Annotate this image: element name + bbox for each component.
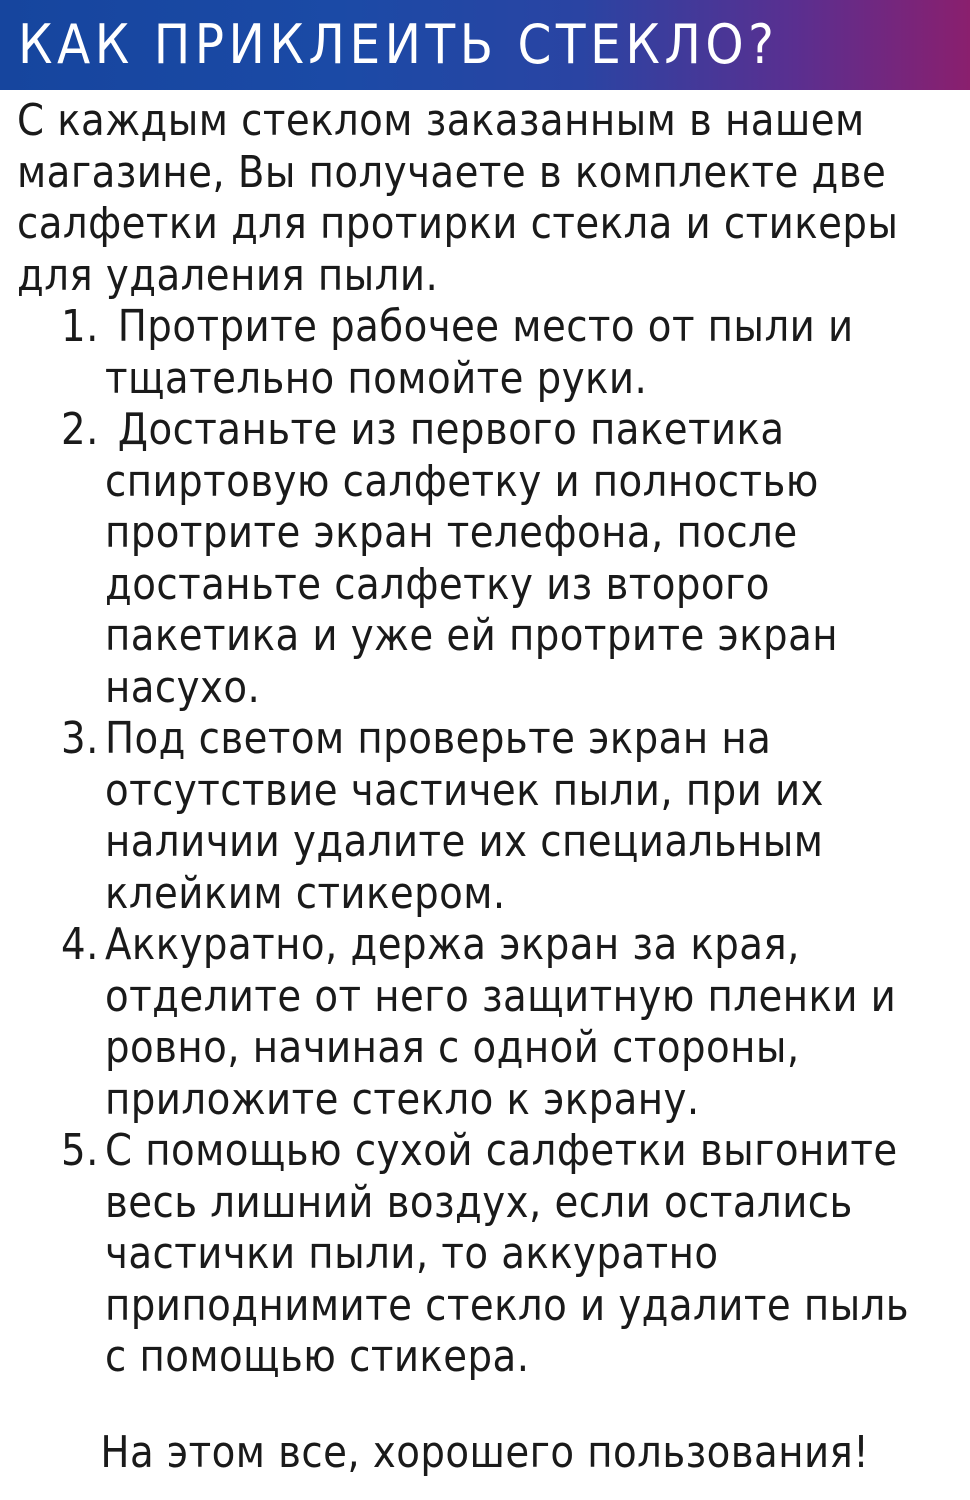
- step-line: Достаньте из первого пакетика: [105, 404, 785, 455]
- instructions-body: [17, 95, 941, 1383]
- step-2: [17, 404, 941, 713]
- step-number: 5.: [61, 1125, 99, 1176]
- closing-text: На этом все, хорошего пользования!: [100, 1427, 870, 1478]
- step-line: частички пыли, то аккуратно: [105, 1228, 719, 1279]
- step-line: Аккуратно, держа экран за края,: [105, 919, 800, 970]
- step-line: тщательно помойте руки.: [105, 352, 648, 404]
- step-line: протрите экран телефона, после: [105, 507, 798, 558]
- intro-line: салфетки для протирки стекла и стикеры: [17, 198, 899, 249]
- step-line: приложите стекло к экрану.: [105, 1073, 700, 1125]
- steps-list: [17, 301, 941, 1383]
- page-title: КАК ПРИКЛЕИТЬ СТЕКЛО?: [18, 13, 779, 76]
- step-line: с помощью стикера.: [105, 1331, 530, 1382]
- step-line: приподнимите стекло и удалите пыль: [105, 1279, 910, 1331]
- step-line: спиртовую салфетку и полностью: [105, 455, 819, 507]
- step-1: [17, 301, 941, 404]
- step-5: [17, 1125, 941, 1383]
- step-4: [17, 919, 941, 1125]
- step-number: 1.: [61, 301, 99, 352]
- step-text: [105, 301, 941, 404]
- intro-line: С каждым стеклом заказанным в нашем: [17, 95, 865, 146]
- step-text: [105, 404, 941, 713]
- header-banner: [0, 0, 970, 90]
- step-line: наличии удалите их специальным: [105, 816, 824, 867]
- step-text: [105, 713, 941, 919]
- step-line: Под светом проверьте экран на: [105, 713, 772, 764]
- step-line: весь лишний воздух, если остались: [105, 1176, 853, 1228]
- step-line: отделите от него защитную пленки и: [105, 970, 897, 1022]
- step-number: 2.: [61, 404, 99, 455]
- step-text: [105, 919, 941, 1125]
- intro-paragraph: [17, 95, 941, 301]
- intro-line: для удаления пыли.: [17, 249, 439, 301]
- step-line: отсутствие частичек пыли, при их: [105, 764, 824, 816]
- step-line: достаньте салфетку из второго: [105, 558, 770, 610]
- intro-line: магазине, Вы получаете в комплекте две: [17, 146, 887, 198]
- step-line: Протрите рабочее место от пыли и: [105, 301, 854, 352]
- step-line: насухо.: [105, 661, 261, 713]
- step-3: [17, 713, 941, 919]
- closing-message: [0, 1423, 970, 1483]
- step-text: [105, 1125, 941, 1383]
- step-line: пакетика и уже ей протрите экран: [105, 610, 838, 661]
- step-number: 3.: [61, 713, 99, 764]
- step-line: клейким стикером.: [105, 867, 506, 919]
- step-number: 4.: [61, 919, 99, 970]
- step-line: ровно, начиная с одной стороны,: [105, 1022, 800, 1073]
- step-line: С помощью сухой салфетки выгоните: [105, 1125, 898, 1176]
